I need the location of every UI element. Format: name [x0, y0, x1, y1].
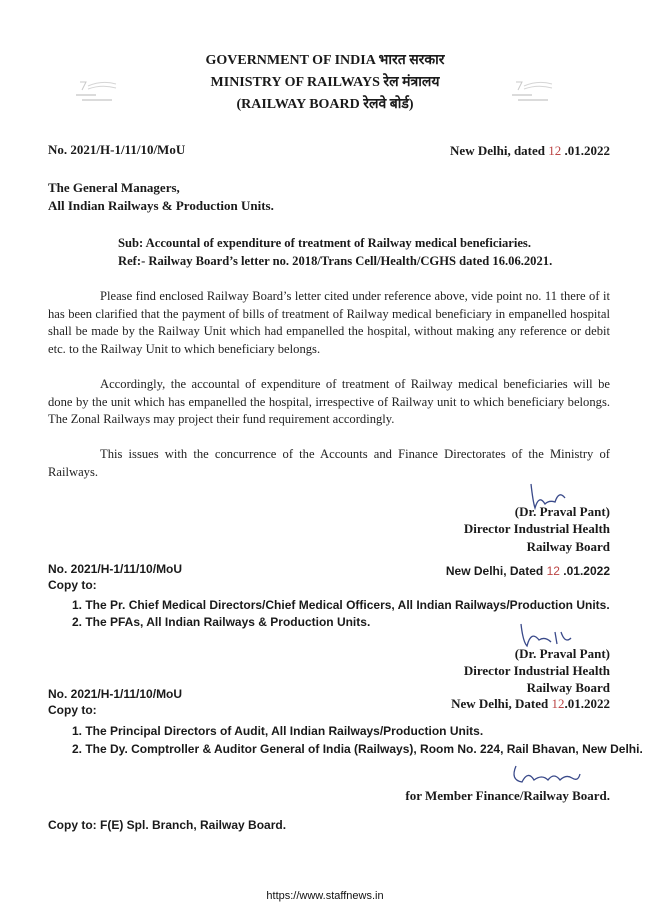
addressee-line-2: All Indian Railways & Production Units. — [48, 198, 274, 213]
copy1-signatory-title: Director Industrial Health — [463, 663, 610, 678]
handwritten-day: 12 — [548, 143, 562, 158]
copy2-number: No. 2021/H-1/11/10/MoU — [48, 687, 183, 701]
copy2-date — [451, 696, 610, 712]
signature-3-icon — [508, 760, 588, 790]
signatory-name: (Dr. Praval Pant) — [514, 504, 610, 519]
dated-label: New Delhi, Dated — [451, 696, 549, 711]
handwritten-day: 12 — [551, 696, 565, 711]
copy1-signatory-name: (Dr. Praval Pant) — [514, 646, 610, 661]
copy1-number: No. 2021/H-1/11/10/MoU — [48, 562, 183, 576]
reference: Ref:- Railway Board’s letter no. 2018/Trans Cell/Health/CGHS dated 16.06.2021. — [118, 254, 553, 268]
paragraph-1: Please find enclosed Railway Board’s letter cited under reference above, vide point no. 11 there of it has been clarified that the payment of bills of treatment of Railway medical beneficiary in empanelled hospital shall be made by the Railway Unit which had empanelled the hospital, without making any reference or debit etc. to the Railway Unit to which beneficiary belongs. — [48, 289, 610, 356]
paragraph-3: This issues with the concurrence of the Accounts and Finance Directorates of the Ministry of Railways. — [48, 447, 610, 479]
copy1-date — [446, 564, 610, 578]
copy1-signatory-org: Railway Board — [526, 680, 610, 695]
copy3: Copy to: F(E) Spl. Branch, Railway Board. — [48, 818, 287, 832]
signatory-title: Director Industrial Health — [463, 521, 610, 536]
letter-number: No. 2021/H-1/11/10/MoU — [48, 142, 186, 157]
signatory-org: Railway Board — [526, 539, 610, 554]
header-line-3: (RAILWAY BOARD रेलवे बोर्ड) — [236, 97, 414, 112]
copy1-item-1: 1. The Pr. Chief Medical Directors/Chief Medical Officers, All Indian Railways/Production Units. — [72, 598, 610, 612]
copy2-item-1: 1. The Principal Directors of Audit, All Indian Railways/Production Units. — [72, 724, 484, 738]
copy2-signatory: for Member Finance/Railway Board. — [405, 788, 610, 803]
handwritten-day: 12 — [546, 564, 560, 578]
dated-label: New Delhi, Dated — [445, 564, 544, 578]
footer-url[interactable]: https://www.staffnews.in — [266, 890, 384, 902]
letter-date — [450, 143, 610, 159]
addressee-line-1: The General Managers, — [48, 180, 180, 195]
date-rest: .01.2022 — [563, 564, 610, 578]
copy1-item-2: 2. The PFAs, All Indian Railways & Production Units. — [72, 615, 371, 629]
dated-label: New Delhi, dated — [450, 143, 545, 158]
date-rest: .01.2022 — [564, 143, 610, 158]
header-line-1: GOVERNMENT OF INDIA भारत सरकार — [205, 53, 445, 68]
copy1-copy-to: Copy to: — [48, 578, 97, 592]
paragraph-2: Accordingly, the accountal of expenditure of treatment of Railway medical beneficiaries will be done by the unit which has empanelled the hospital, irrespective of Railway unit to which beneficiary belongs. The Zonal Railways may project their fund requirement accordingly. — [48, 377, 610, 426]
date-rest: .01.2022 — [564, 696, 610, 711]
copy2-item-2: 2. The Dy. Comptroller & Auditor General of India (Railways), Room No. 224, Rail Bhavan, New Delhi. — [72, 742, 643, 756]
copy2-copy-to: Copy to: — [48, 703, 97, 717]
header-line-2: MINISTRY OF RAILWAYS रेल मंत्रालय — [210, 75, 440, 90]
subject: Sub: Accountal of expenditure of treatment of Railway medical beneficiaries. — [118, 236, 531, 250]
